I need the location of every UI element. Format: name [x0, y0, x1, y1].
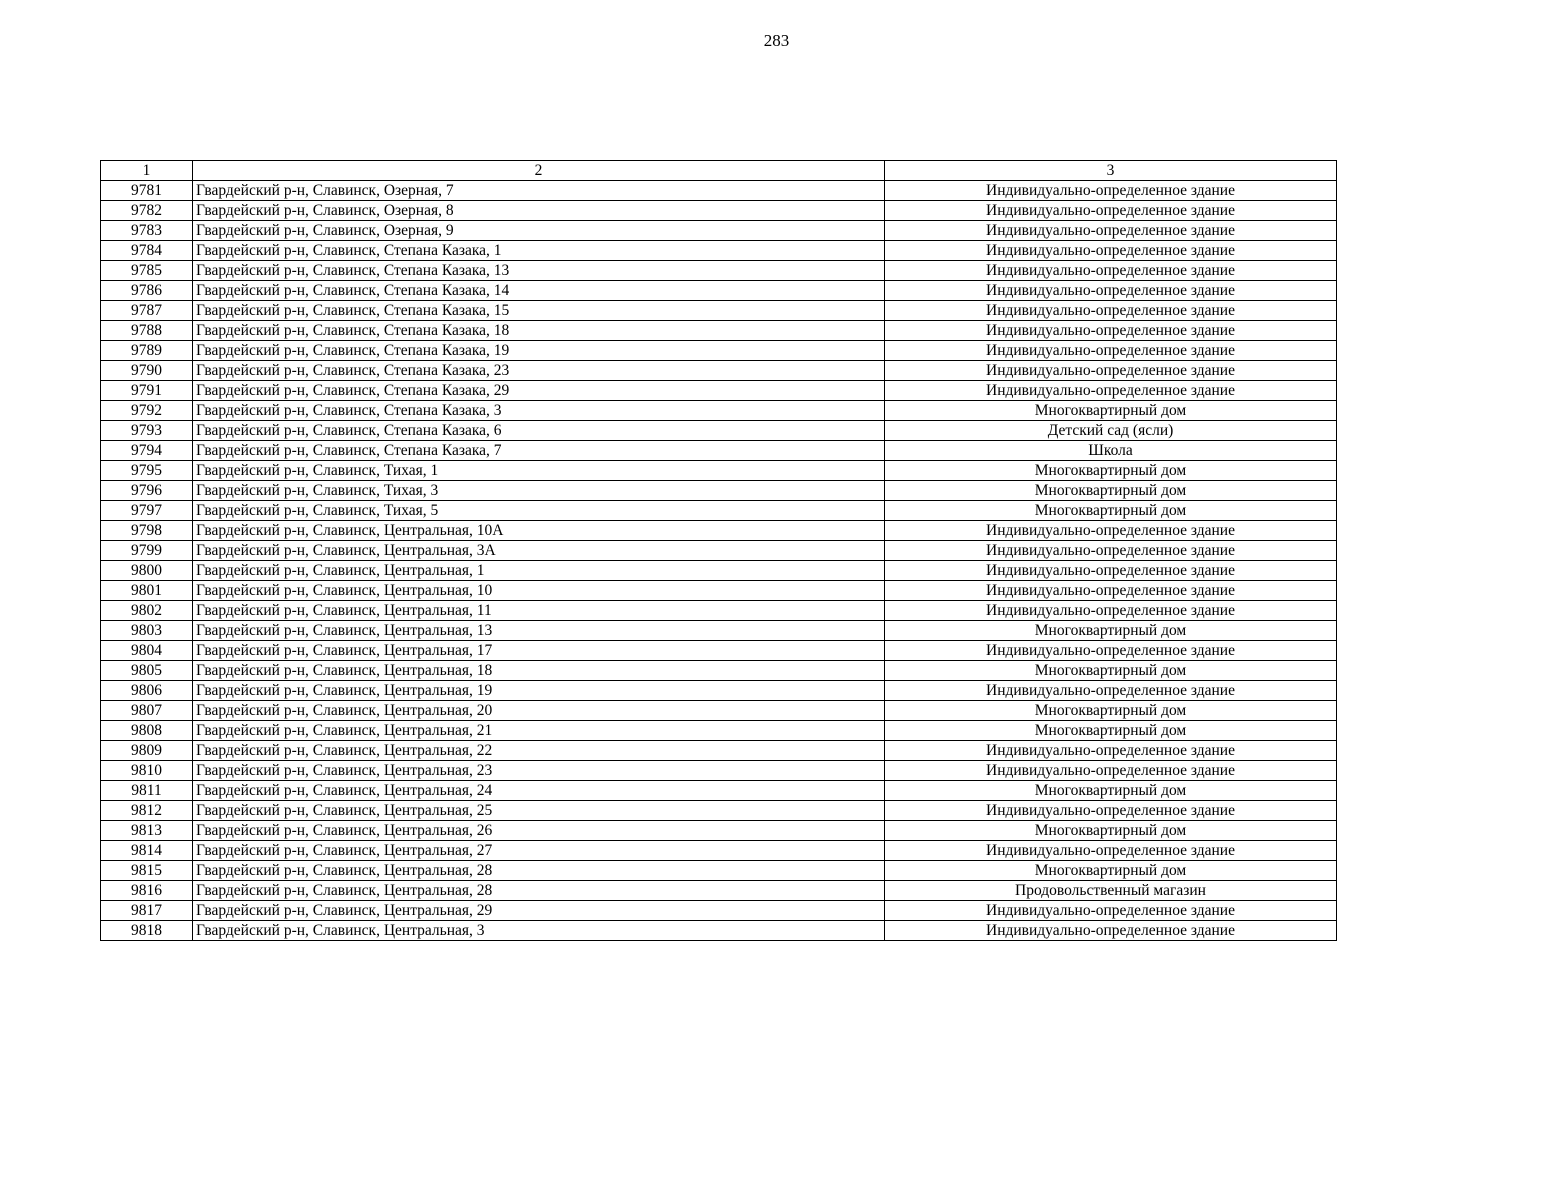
address-cell: Гвардейский р-н, Славинск, Тихая, 5 — [193, 501, 885, 521]
address-cell: Гвардейский р-н, Славинск, Тихая, 3 — [193, 481, 885, 501]
row-number-cell: 9799 — [101, 541, 193, 561]
row-number-cell: 9801 — [101, 581, 193, 601]
row-number-cell: 9810 — [101, 761, 193, 781]
header-cell-3: 3 — [885, 161, 1337, 181]
address-cell: Гвардейский р-н, Славинск, Центральная, 10А — [193, 521, 885, 541]
table-row — [101, 861, 1337, 881]
address-cell: Гвардейский р-н, Славинск, Степана Казака, 1 — [193, 241, 885, 261]
address-cell: Гвардейский р-н, Славинск, Центральная, 23 — [193, 761, 885, 781]
table-row — [101, 921, 1337, 941]
property-registry-table — [100, 160, 1337, 941]
row-number-cell: 9805 — [101, 661, 193, 681]
table-row — [101, 441, 1337, 461]
address-cell: Гвардейский р-н, Славинск, Центральная, 29 — [193, 901, 885, 921]
row-number-cell: 9807 — [101, 701, 193, 721]
table-row — [101, 601, 1337, 621]
table-row — [101, 281, 1337, 301]
row-number-cell: 9787 — [101, 301, 193, 321]
row-number-cell: 9809 — [101, 741, 193, 761]
object-type-cell: Индивидуально-определенное здание — [885, 921, 1337, 941]
row-number-cell: 9808 — [101, 721, 193, 741]
table-row — [101, 321, 1337, 341]
row-number-cell: 9786 — [101, 281, 193, 301]
address-cell: Гвардейский р-н, Славинск, Центральная, 20 — [193, 701, 885, 721]
row-number-cell: 9783 — [101, 221, 193, 241]
address-cell: Гвардейский р-н, Славинск, Центральная, 27 — [193, 841, 885, 861]
object-type-cell: Многоквартирный дом — [885, 481, 1337, 501]
address-cell: Гвардейский р-н, Славинск, Степана Казака, 7 — [193, 441, 885, 461]
row-number-cell: 9804 — [101, 641, 193, 661]
table-row — [101, 361, 1337, 381]
table-row — [101, 221, 1337, 241]
object-type-cell: Индивидуально-определенное здание — [885, 801, 1337, 821]
row-number-cell: 9803 — [101, 621, 193, 641]
table-row — [101, 741, 1337, 761]
object-type-cell: Школа — [885, 441, 1337, 461]
row-number-cell: 9790 — [101, 361, 193, 381]
table-row — [101, 481, 1337, 501]
table-row — [101, 261, 1337, 281]
address-cell: Гвардейский р-н, Славинск, Степана Казака, 18 — [193, 321, 885, 341]
address-cell: Гвардейский р-н, Славинск, Степана Казака, 19 — [193, 341, 885, 361]
object-type-cell: Индивидуально-определенное здание — [885, 561, 1337, 581]
object-type-cell: Индивидуально-определенное здание — [885, 601, 1337, 621]
address-cell: Гвардейский р-н, Славинск, Центральная, 25 — [193, 801, 885, 821]
address-cell: Гвардейский р-н, Славинск, Центральная, 3 — [193, 921, 885, 941]
row-number-cell: 9797 — [101, 501, 193, 521]
table-row — [101, 661, 1337, 681]
address-cell: Гвардейский р-н, Славинск, Центральная, 17 — [193, 641, 885, 661]
address-cell: Гвардейский р-н, Славинск, Степана Казака, 13 — [193, 261, 885, 281]
object-type-cell: Детский сад (ясли) — [885, 421, 1337, 441]
object-type-cell: Индивидуально-определенное здание — [885, 381, 1337, 401]
table-row — [101, 901, 1337, 921]
address-cell: Гвардейский р-н, Славинск, Центральная, 28 — [193, 881, 885, 901]
object-type-cell: Индивидуально-определенное здание — [885, 261, 1337, 281]
address-cell: Гвардейский р-н, Славинск, Центральная, 19 — [193, 681, 885, 701]
object-type-cell: Индивидуально-определенное здание — [885, 341, 1337, 361]
object-type-cell: Индивидуально-определенное здание — [885, 181, 1337, 201]
table-header-row — [101, 161, 1337, 181]
address-cell: Гвардейский р-н, Славинск, Центральная, 3А — [193, 541, 885, 561]
address-cell: Гвардейский р-н, Славинск, Центральная, 22 — [193, 741, 885, 761]
object-type-cell: Индивидуально-определенное здание — [885, 281, 1337, 301]
object-type-cell: Индивидуально-определенное здание — [885, 361, 1337, 381]
object-type-cell: Многоквартирный дом — [885, 721, 1337, 741]
table-row — [101, 381, 1337, 401]
row-number-cell: 9789 — [101, 341, 193, 361]
row-number-cell: 9782 — [101, 201, 193, 221]
object-type-cell: Индивидуально-определенное здание — [885, 581, 1337, 601]
address-cell: Гвардейский р-н, Славинск, Озерная, 7 — [193, 181, 885, 201]
row-number-cell: 9817 — [101, 901, 193, 921]
row-number-cell: 9806 — [101, 681, 193, 701]
table-row — [101, 761, 1337, 781]
table-row — [101, 881, 1337, 901]
row-number-cell: 9791 — [101, 381, 193, 401]
table-row — [101, 241, 1337, 261]
address-cell: Гвардейский р-н, Славинск, Степана Казака, 29 — [193, 381, 885, 401]
object-type-cell: Индивидуально-определенное здание — [885, 681, 1337, 701]
object-type-cell: Индивидуально-определенное здание — [885, 541, 1337, 561]
table-row — [101, 641, 1337, 661]
row-number-cell: 9785 — [101, 261, 193, 281]
table-row — [101, 841, 1337, 861]
table-row — [101, 721, 1337, 741]
object-type-cell: Многоквартирный дом — [885, 621, 1337, 641]
row-number-cell: 9784 — [101, 241, 193, 261]
object-type-cell: Индивидуально-определенное здание — [885, 301, 1337, 321]
address-cell: Гвардейский р-н, Славинск, Центральная, 28 — [193, 861, 885, 881]
table-row — [101, 781, 1337, 801]
table-row — [101, 401, 1337, 421]
object-type-cell: Индивидуально-определенное здание — [885, 201, 1337, 221]
row-number-cell: 9792 — [101, 401, 193, 421]
table-row — [101, 421, 1337, 441]
table-row — [101, 701, 1337, 721]
row-number-cell: 9800 — [101, 561, 193, 581]
row-number-cell: 9818 — [101, 921, 193, 941]
object-type-cell: Многоквартирный дом — [885, 701, 1337, 721]
table-row — [101, 181, 1337, 201]
object-type-cell: Индивидуально-определенное здание — [885, 741, 1337, 761]
row-number-cell: 9788 — [101, 321, 193, 341]
table-row — [101, 461, 1337, 481]
object-type-cell: Многоквартирный дом — [885, 661, 1337, 681]
object-type-cell: Индивидуально-определенное здание — [885, 221, 1337, 241]
table-row — [101, 581, 1337, 601]
object-type-cell: Индивидуально-определенное здание — [885, 321, 1337, 341]
table-row — [101, 621, 1337, 641]
object-type-cell: Многоквартирный дом — [885, 461, 1337, 481]
address-cell: Гвардейский р-н, Славинск, Центральная, 10 — [193, 581, 885, 601]
object-type-cell: Многоквартирный дом — [885, 501, 1337, 521]
row-number-cell: 9815 — [101, 861, 193, 881]
table-body — [101, 161, 1337, 941]
row-number-cell: 9798 — [101, 521, 193, 541]
address-cell: Гвардейский р-н, Славинск, Центральная, 18 — [193, 661, 885, 681]
row-number-cell: 9811 — [101, 781, 193, 801]
row-number-cell: 9814 — [101, 841, 193, 861]
object-type-cell: Индивидуально-определенное здание — [885, 641, 1337, 661]
address-cell: Гвардейский р-н, Славинск, Тихая, 1 — [193, 461, 885, 481]
row-number-cell: 9812 — [101, 801, 193, 821]
object-type-cell: Индивидуально-определенное здание — [885, 761, 1337, 781]
object-type-cell: Многоквартирный дом — [885, 821, 1337, 841]
object-type-cell: Индивидуально-определенное здание — [885, 241, 1337, 261]
table-row — [101, 541, 1337, 561]
address-cell: Гвардейский р-н, Славинск, Степана Казака, 14 — [193, 281, 885, 301]
object-type-cell: Индивидуально-определенное здание — [885, 901, 1337, 921]
address-cell: Гвардейский р-н, Славинск, Центральная, 21 — [193, 721, 885, 741]
address-cell: Гвардейский р-н, Славинск, Степана Казака, 15 — [193, 301, 885, 321]
address-cell: Гвардейский р-н, Славинск, Озерная, 9 — [193, 221, 885, 241]
address-cell: Гвардейский р-н, Славинск, Центральная, 13 — [193, 621, 885, 641]
table-row — [101, 681, 1337, 701]
object-type-cell: Продовольственный магазин — [885, 881, 1337, 901]
row-number-cell: 9816 — [101, 881, 193, 901]
row-number-cell: 9795 — [101, 461, 193, 481]
table-row — [101, 801, 1337, 821]
page-number: 283 — [763, 31, 790, 50]
row-number-cell: 9793 — [101, 421, 193, 441]
row-number-cell: 9781 — [101, 181, 193, 201]
table-row — [101, 561, 1337, 581]
table-row — [101, 821, 1337, 841]
address-cell: Гвардейский р-н, Славинск, Степана Казака, 6 — [193, 421, 885, 441]
table-row — [101, 301, 1337, 321]
object-type-cell: Многоквартирный дом — [885, 401, 1337, 421]
address-cell: Гвардейский р-н, Славинск, Центральная, 1 — [193, 561, 885, 581]
address-cell: Гвардейский р-н, Славинск, Центральная, 26 — [193, 821, 885, 841]
table-row — [101, 501, 1337, 521]
header-cell-2: 2 — [193, 161, 885, 181]
address-cell: Гвардейский р-н, Славинск, Степана Казака, 3 — [193, 401, 885, 421]
object-type-cell: Многоквартирный дом — [885, 861, 1337, 881]
row-number-cell: 9794 — [101, 441, 193, 461]
table-row — [101, 521, 1337, 541]
object-type-cell: Индивидуально-определенное здание — [885, 841, 1337, 861]
table-row — [101, 341, 1337, 361]
table-row — [101, 201, 1337, 221]
row-number-cell: 9813 — [101, 821, 193, 841]
object-type-cell: Многоквартирный дом — [885, 781, 1337, 801]
row-number-cell: 9802 — [101, 601, 193, 621]
address-cell: Гвардейский р-н, Славинск, Центральная, 24 — [193, 781, 885, 801]
address-cell: Гвардейский р-н, Славинск, Озерная, 8 — [193, 201, 885, 221]
address-cell: Гвардейский р-н, Славинск, Степана Казака, 23 — [193, 361, 885, 381]
header-cell-1: 1 — [101, 161, 193, 181]
object-type-cell: Индивидуально-определенное здание — [885, 521, 1337, 541]
row-number-cell: 9796 — [101, 481, 193, 501]
address-cell: Гвардейский р-н, Славинск, Центральная, 11 — [193, 601, 885, 621]
